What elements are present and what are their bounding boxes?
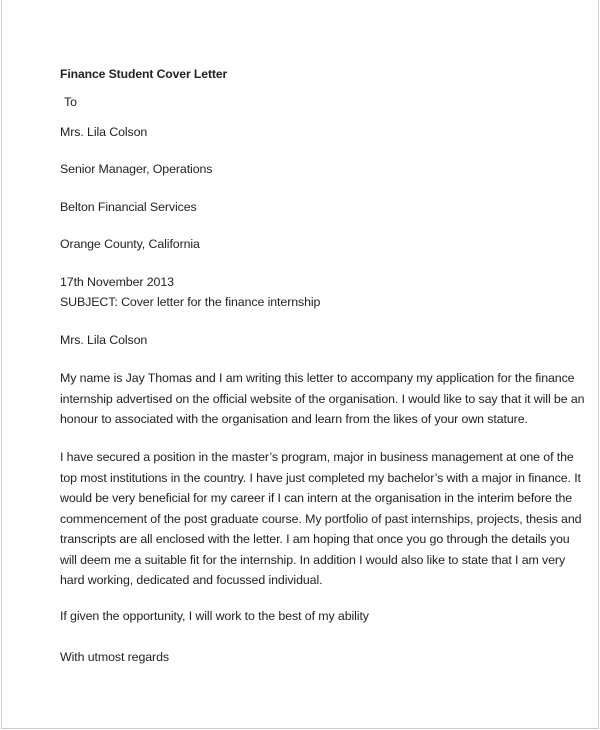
salutation: Mrs. Lila Colson	[60, 333, 148, 347]
company-name: Belton Financial Services	[60, 200, 197, 214]
paragraph-line: top most institutions in the country. I have just completed my bachelor’s with a major in finance. It	[60, 470, 581, 485]
paragraph-line: hard working, dedicated and focussed individual.	[60, 573, 323, 587]
paragraph-introduction	[60, 368, 585, 430]
recipient-name: Mrs. Lila Colson	[60, 125, 148, 139]
recipient-title: Senior Manager, Operations	[60, 162, 213, 176]
paragraph-line: honour to associated with the organisation and learn from the likes of your own stature.	[60, 412, 528, 426]
to-label: To	[64, 95, 77, 109]
paragraph-line: transcripts are all enclosed with the letter. I am hoping that once you go through the details you	[60, 532, 570, 546]
letter-date: 17th November 2013	[60, 275, 174, 289]
letter-page	[1, 0, 599, 729]
paragraph-line: My name is Jay Thomas and I am writing this letter to accompany my application for the finance	[60, 371, 575, 385]
paragraph-line: will deem me a suitable fit for the internship. In addition I would also like to state that I am very	[60, 552, 566, 567]
paragraph-line: I have secured a position in the master’s program, major in business management at one of the	[60, 450, 574, 464]
paragraph-closing-statement: If given the opportunity, I will work to the best of my ability	[60, 609, 369, 623]
paragraph-line: commencement of the post graduate course. My portfolio of past internships, projects, thesis and	[60, 511, 582, 526]
paragraph-line: would be very beneficial for my career if I can intern at the organisation in the interim before the	[60, 491, 573, 505]
paragraph-line: internship advertised on the official website of the organisation. I would like to say that it will be an	[60, 391, 585, 406]
letter-subject: SUBJECT: Cover letter for the finance internship	[60, 295, 321, 309]
company-location: Orange County, California	[60, 237, 200, 251]
document-title: Finance Student Cover Letter	[60, 67, 228, 81]
closing-regards: With utmost regards	[60, 650, 169, 664]
paragraph-qualifications	[60, 447, 582, 591]
